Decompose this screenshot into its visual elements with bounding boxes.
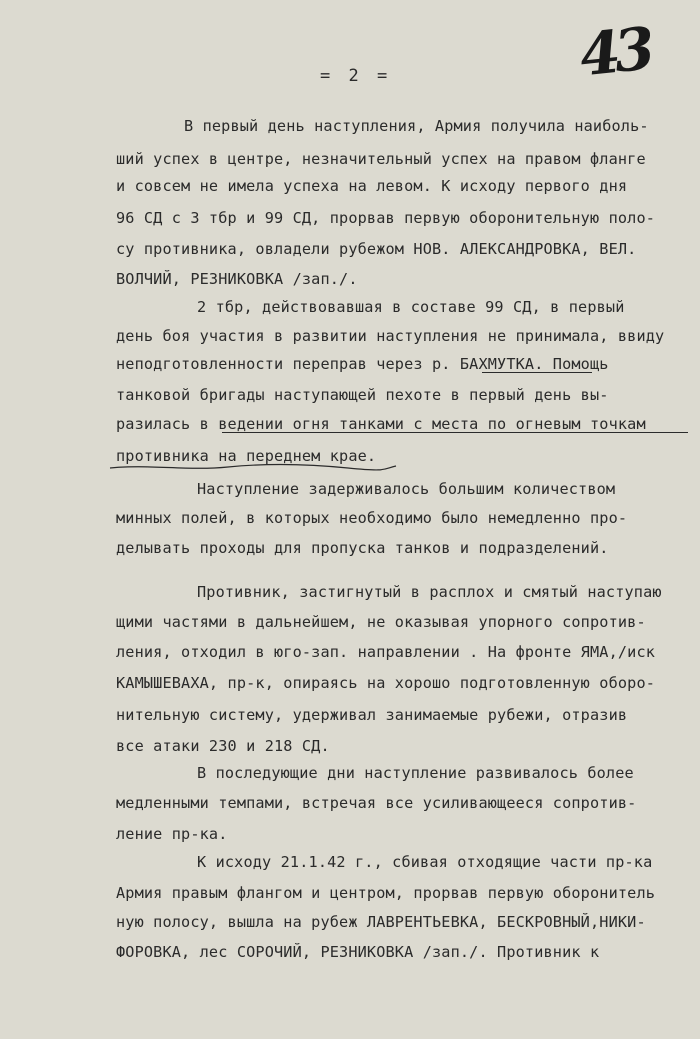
wavy-underline-mark (108, 460, 398, 474)
text-line: В первый день наступления, Армия получила наиболь- (184, 117, 649, 135)
text-line: ления, отходил в юго-зап. направлении . На фронте ЯМА,/иск (116, 643, 656, 661)
text-line: и совсем не имела успеха на левом. К исходу первого дня (116, 177, 628, 195)
handwritten-archive-number: 43 (576, 14, 653, 90)
text-line: Наступление задерживалось большим количеством (197, 480, 616, 498)
text-line: щими частями в дальнейшем, не оказывая упорного сопротив- (116, 613, 646, 631)
text-line: ную полосу, вышла на рубеж ЛАВРЕНТЬЕВКА, БЕСКРОВНЫЙ,НИКИ- (116, 913, 646, 931)
text-line: су противника, овладели рубежом НОВ. АЛЕКСАНДРОВКА, ВЕЛ. (116, 240, 637, 258)
text-line: разилась в ведении огня танками с места по огневым точкам (116, 415, 646, 433)
text-line: ВОЛЧИЙ, РЕЗНИКОВКА /зап./. (116, 270, 358, 288)
text-line: нительную систему, удерживал занимаемые рубежи, отразив (116, 706, 628, 724)
text-line: танковой бригады наступающей пехоте в первый день вы- (116, 386, 609, 404)
text-line: КАМЫШЕВАХА, пр-к, опираясь на хорошо подготовленную оборо- (116, 674, 656, 692)
text-line: делывать проходы для пропуска танков и подразделений. (116, 539, 609, 557)
text-line: все атаки 230 и 218 СД. (116, 737, 330, 755)
text-line: день боя участия в развитии наступления не принимала, ввиду (116, 327, 665, 345)
page-number: = 2 = (320, 66, 392, 86)
text-line: противника на переднем крае. (116, 447, 377, 465)
text-line: 2 тбр, действовавшая в составе 99 СД, в первый (197, 298, 625, 316)
underline-mark (482, 372, 592, 373)
text-line: Армия правым флангом и центром, прорвав первую оборонитель (116, 884, 656, 902)
text-line: Противник, застигнутый в расплох и смятый наступаю (197, 583, 662, 601)
text-line: неподготовленности переправ через р. БАХМУТКА. Помощь (116, 355, 609, 373)
text-line: 96 СД с 3 тбр и 99 СД, прорвав первую оборонительную поло- (116, 209, 656, 227)
text-line: ление пр-ка. (116, 825, 228, 843)
text-line: ший успех в центре, незначительный успех на правом фланге (116, 150, 646, 168)
text-line: В последующие дни наступление развивалось более (197, 764, 634, 782)
text-line: ФОРОВКА, лес СОРОЧИЙ, РЕЗНИКОВКА /зап./. Противник к (116, 943, 600, 961)
text-line: минных полей, в которых необходимо было немедленно про- (116, 509, 628, 527)
text-line: медленными темпами, встречая все усиливающееся сопротив- (116, 794, 637, 812)
underline-mark (222, 432, 688, 433)
text-line: К исходу 21.1.42 г., сбивая отходящие части пр-ка (197, 853, 653, 871)
